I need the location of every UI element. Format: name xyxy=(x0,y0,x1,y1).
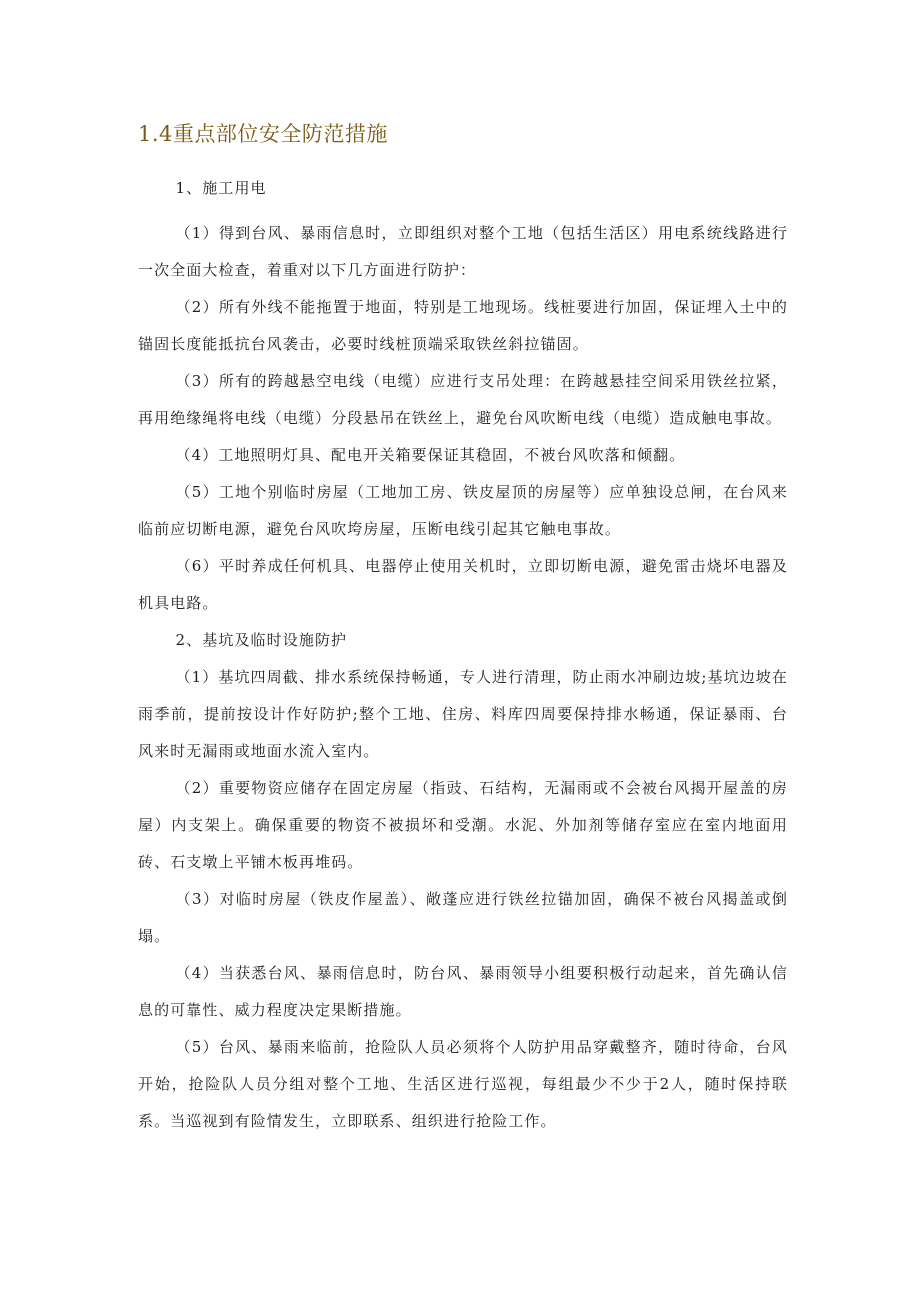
paragraph: （4）当获悉台风、暴雨信息时，防台风、暴雨领导小组要积极行动起来，首先确认信息的可靠性、威力程度决定果断措施。 xyxy=(138,964,788,1019)
paragraph: （5）台风、暴雨来临前，抢险队人员必须将个人防护用品穿戴整齐，随时待命，台风开始，抢险队人员分组对整个工地、生活区进行巡视，每组最少不少于2人，随时保持联系。当巡视到有险情发生，立即联系、组织进行抢险工作。 xyxy=(138,1038,788,1130)
subsection-title-power: 1、施工用电 xyxy=(175,179,267,197)
paragraph: （1）得到台风、暴雨信息时，立即组织对整个工地（包括生活区）用电系统线路进行一次全面大检查，着重对以下几方面进行防护： xyxy=(138,224,788,279)
paragraph: （3）对临时房屋（铁皮作屋盖）、敞蓬应进行铁丝拉锚加固，确保不被台风揭盖或倒塌。 xyxy=(138,890,788,945)
document-body xyxy=(138,170,788,1140)
paragraph: （6）平时养成任何机具、电器停止使用关机时，立即切断电源，避免雷击烧坏电器及机具电路。 xyxy=(138,557,788,612)
paragraph: （3）所有的跨越悬空电线（电缆）应进行支吊处理：在跨越悬挂空间采用铁丝拉紧，再用绝缘绳将电线（电缆）分段悬吊在铁丝上，避免台风吹断电线（电缆）造成触电事故。 xyxy=(138,372,788,427)
paragraph: （2）所有外线不能拖置于地面，特别是工地现场。线桩要进行加固，保证埋入土中的锚固长度能抵抗台风袭击，必要时线桩顶端采取铁丝斜拉锚固。 xyxy=(138,298,788,353)
subsection-title-foundation: 2、基坑及临时设施防护 xyxy=(175,631,348,649)
paragraph: （5）工地个别临时房屋（工地加工房、铁皮屋顶的房屋等）应单独设总闸，在台风来临前应切断电源，避免台风吹垮房屋，压断电线引起其它触电事故。 xyxy=(138,483,788,538)
paragraph: （2）重要物资应储存在固定房屋（指豉、石结构，无漏雨或不会被台风揭开屋盖的房屋）内支架上。确保重要的物资不被损坏和受潮。水泥、外加剂等储存室应在室内地面用砖、石支墩上平铺木板再堆码。 xyxy=(138,779,788,871)
paragraph: （4）工地照明灯具、配电开关箱要保证其稳固，不被台风吹落和倾翻。 xyxy=(175,446,686,464)
paragraph: （1）基坑四周截、排水系统保持畅通，专人进行清理，防止雨水冲刷边坡;基坑边坡在雨季前，提前按设计作好防护;整个工地、住房、料库四周要保持排水畅通，保证暴雨、台风来时无漏雨或地面水流入室内。 xyxy=(138,668,789,760)
section-heading: 1.4重点部位安全防范措施 xyxy=(138,122,388,146)
